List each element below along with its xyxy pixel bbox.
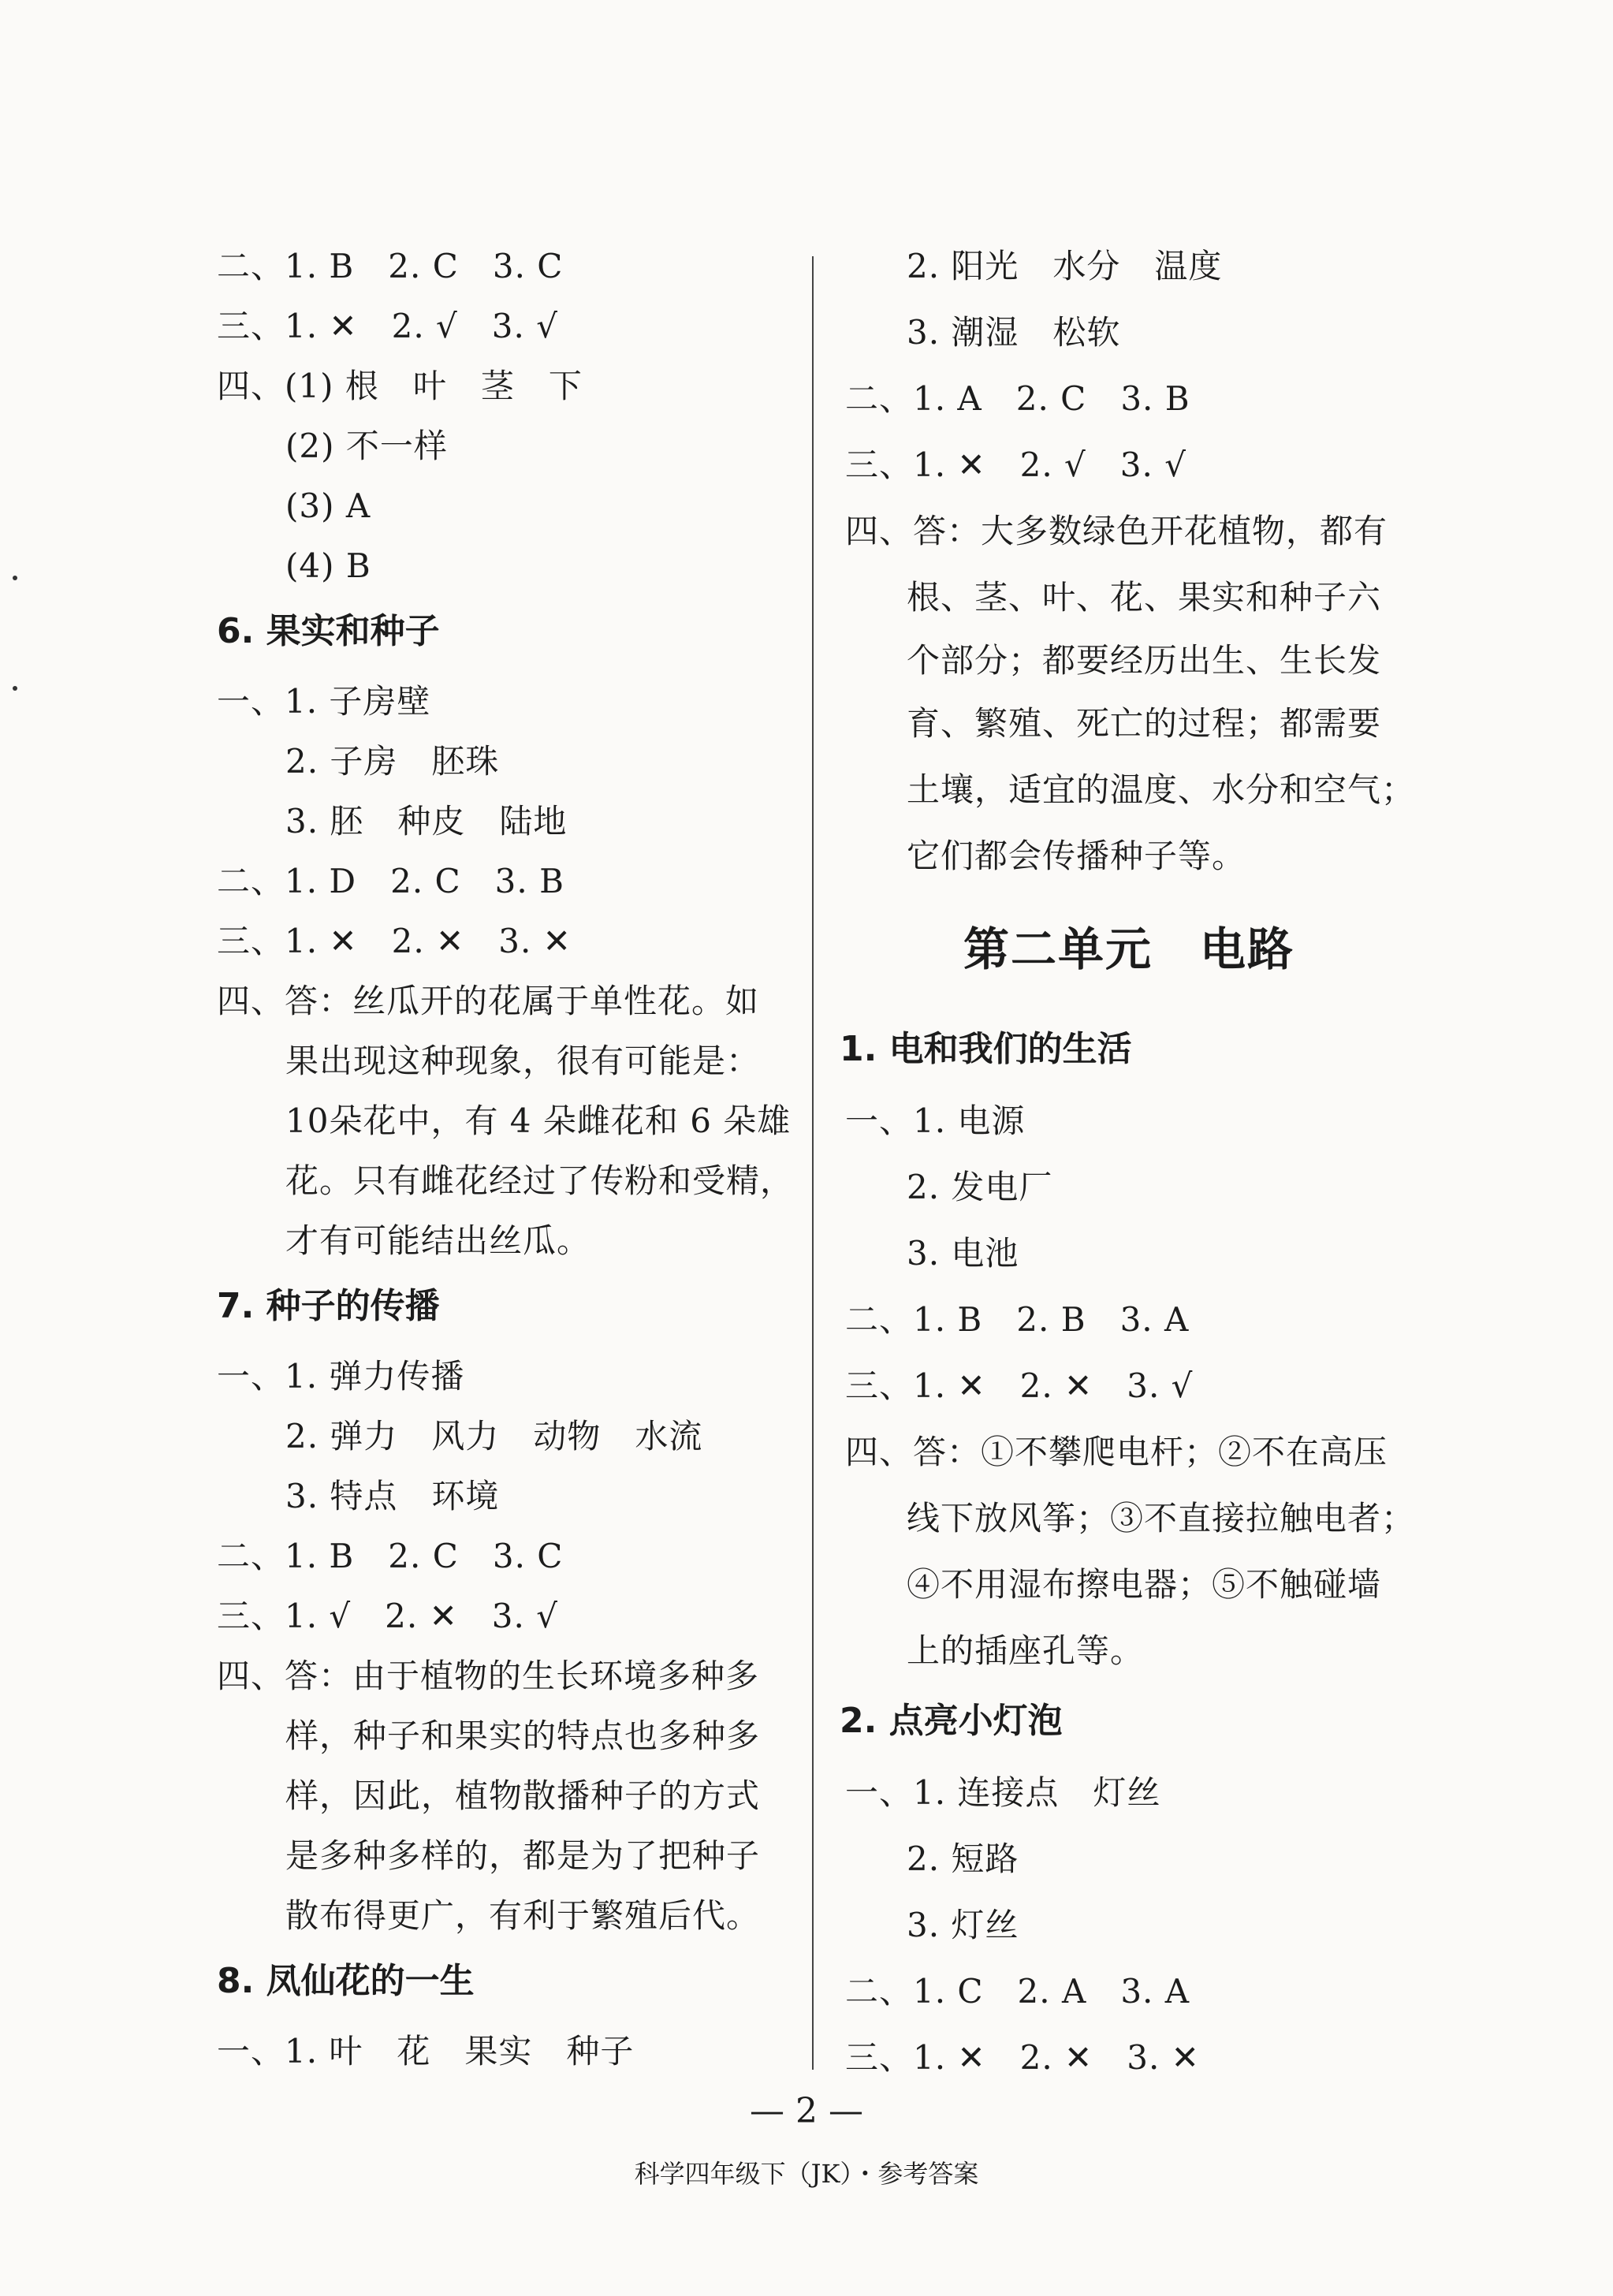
answer-line: 它们都会传播种子等。	[907, 837, 1246, 875]
section-heading: 2. 点亮小灯泡	[840, 1701, 1063, 1741]
answer-line: 一、1. 叶 花 果实 种子	[217, 2032, 635, 2070]
page-footer: 科学四年级下（JK）・参考答案	[634, 2159, 979, 2189]
answer-line: 二、1. B 2. C 3. C	[217, 247, 564, 285]
answer-line: 三、1. √ 2. ✕ 3. √	[217, 1597, 558, 1635]
answer-line: 3. 潮湿 松软	[907, 313, 1121, 352]
answer-line: 土壤，适宜的温度、水分和空气；	[907, 770, 1416, 809]
answer-line: 果出现这种现象，很有可能是：	[285, 1042, 761, 1080]
unit-title: 第二单元 电路	[963, 922, 1295, 976]
answer-line: 四、答：丝瓜开的花属于单性花。如	[217, 982, 760, 1020]
answer-line: 二、1. D 2. C 3. B	[217, 862, 564, 900]
section-heading: 7. 种子的传播	[217, 1286, 440, 1326]
answer-line: 一、1. 弹力传播	[217, 1357, 465, 1396]
answer-line: 一、1. 连接点 灯丝	[845, 1773, 1161, 1812]
answer-line: 二、1. B 2. C 3. C	[217, 1537, 564, 1575]
answer-line: 线下放风筝；③不直接拉触电者；	[907, 1499, 1416, 1538]
answer-line: 花。只有雌花经过了传粉和受精，	[285, 1161, 795, 1200]
answer-line: (2) 不一样	[285, 427, 448, 465]
margin-dot	[13, 576, 17, 580]
answer-line: 2. 发电厂	[907, 1168, 1053, 1206]
answer-line: ④不用湿布擦电器；⑤不触碰墙	[907, 1565, 1382, 1604]
answer-line: 三、1. ✕ 2. ✕ 3. ✕	[217, 922, 572, 960]
section-heading: 6. 果实和种子	[217, 611, 440, 651]
answer-line: 3. 电池	[907, 1234, 1019, 1273]
margin-dot	[13, 686, 17, 691]
answer-line: 三、1. ✕ 2. ✕ 3. ✕	[845, 2038, 1200, 2077]
answer-line: 二、1. A 2. C 3. B	[845, 379, 1190, 418]
answer-line: 二、1. C 2. A 3. A	[845, 1972, 1190, 2011]
answer-line: 四、答：大多数绿色开花植物，都有	[845, 512, 1388, 550]
answer-line: 散布得更广，有利于繁殖后代。	[285, 1896, 761, 1935]
answer-line: 育、繁殖、死亡的过程；都需要	[907, 704, 1382, 743]
answer-line: 一、1. 子房壁	[217, 682, 431, 721]
column-divider	[812, 256, 814, 2070]
answer-line: 上的插座孔等。	[907, 1631, 1145, 1670]
answer-line: 3. 灯丝	[907, 1906, 1019, 1944]
answer-line: 根、茎、叶、花、果实和种子六	[907, 578, 1382, 617]
answer-line: 三、1. ✕ 2. √ 3. √	[217, 307, 558, 345]
answer-line: 样，种子和果实的特点也多种多	[285, 1716, 761, 1755]
page-number: — 2 —	[750, 2091, 863, 2131]
answer-line: 2. 阳光 水分 温度	[907, 247, 1223, 285]
answer-line: 二、1. B 2. B 3. A	[845, 1300, 1190, 1339]
answer-line: 四、答：由于植物的生长环境多种多	[217, 1657, 760, 1695]
answer-line: (3) A	[285, 486, 371, 525]
answer-line: 四、答：①不攀爬电杆；②不在高压	[845, 1433, 1388, 1471]
section-heading: 1. 电和我们的生活	[840, 1029, 1132, 1069]
answer-line: 3. 特点 环境	[285, 1477, 500, 1515]
answer-line: 是多种多样的，都是为了把种子	[285, 1836, 761, 1875]
answer-line: 2. 短路	[907, 1839, 1019, 1878]
answer-line: (4) B	[285, 546, 371, 585]
answer-line: 3. 胚 种皮 陆地	[285, 802, 568, 840]
answer-line: 才有可能结出丝瓜。	[285, 1221, 591, 1260]
answer-line: 2. 子房 胚珠	[285, 742, 500, 781]
answer-line: 三、1. ✕ 2. √ 3. √	[845, 445, 1186, 484]
answer-line: 三、1. ✕ 2. ✕ 3. √	[845, 1366, 1194, 1405]
answer-line: 10朵花中，有 4 朵雌花和 6 朵雄	[285, 1101, 792, 1140]
answer-line: 样，因此，植物散播种子的方式	[285, 1776, 761, 1815]
answer-line: 个部分；都要经历出生、生长发	[907, 641, 1382, 680]
section-heading: 8. 凤仙花的一生	[217, 1961, 475, 2001]
answer-line: 2. 弹力 风力 动物 水流	[285, 1417, 703, 1456]
answer-line: 一、1. 电源	[845, 1101, 1026, 1140]
answer-line: 四、(1) 根 叶 茎 下	[217, 367, 583, 405]
